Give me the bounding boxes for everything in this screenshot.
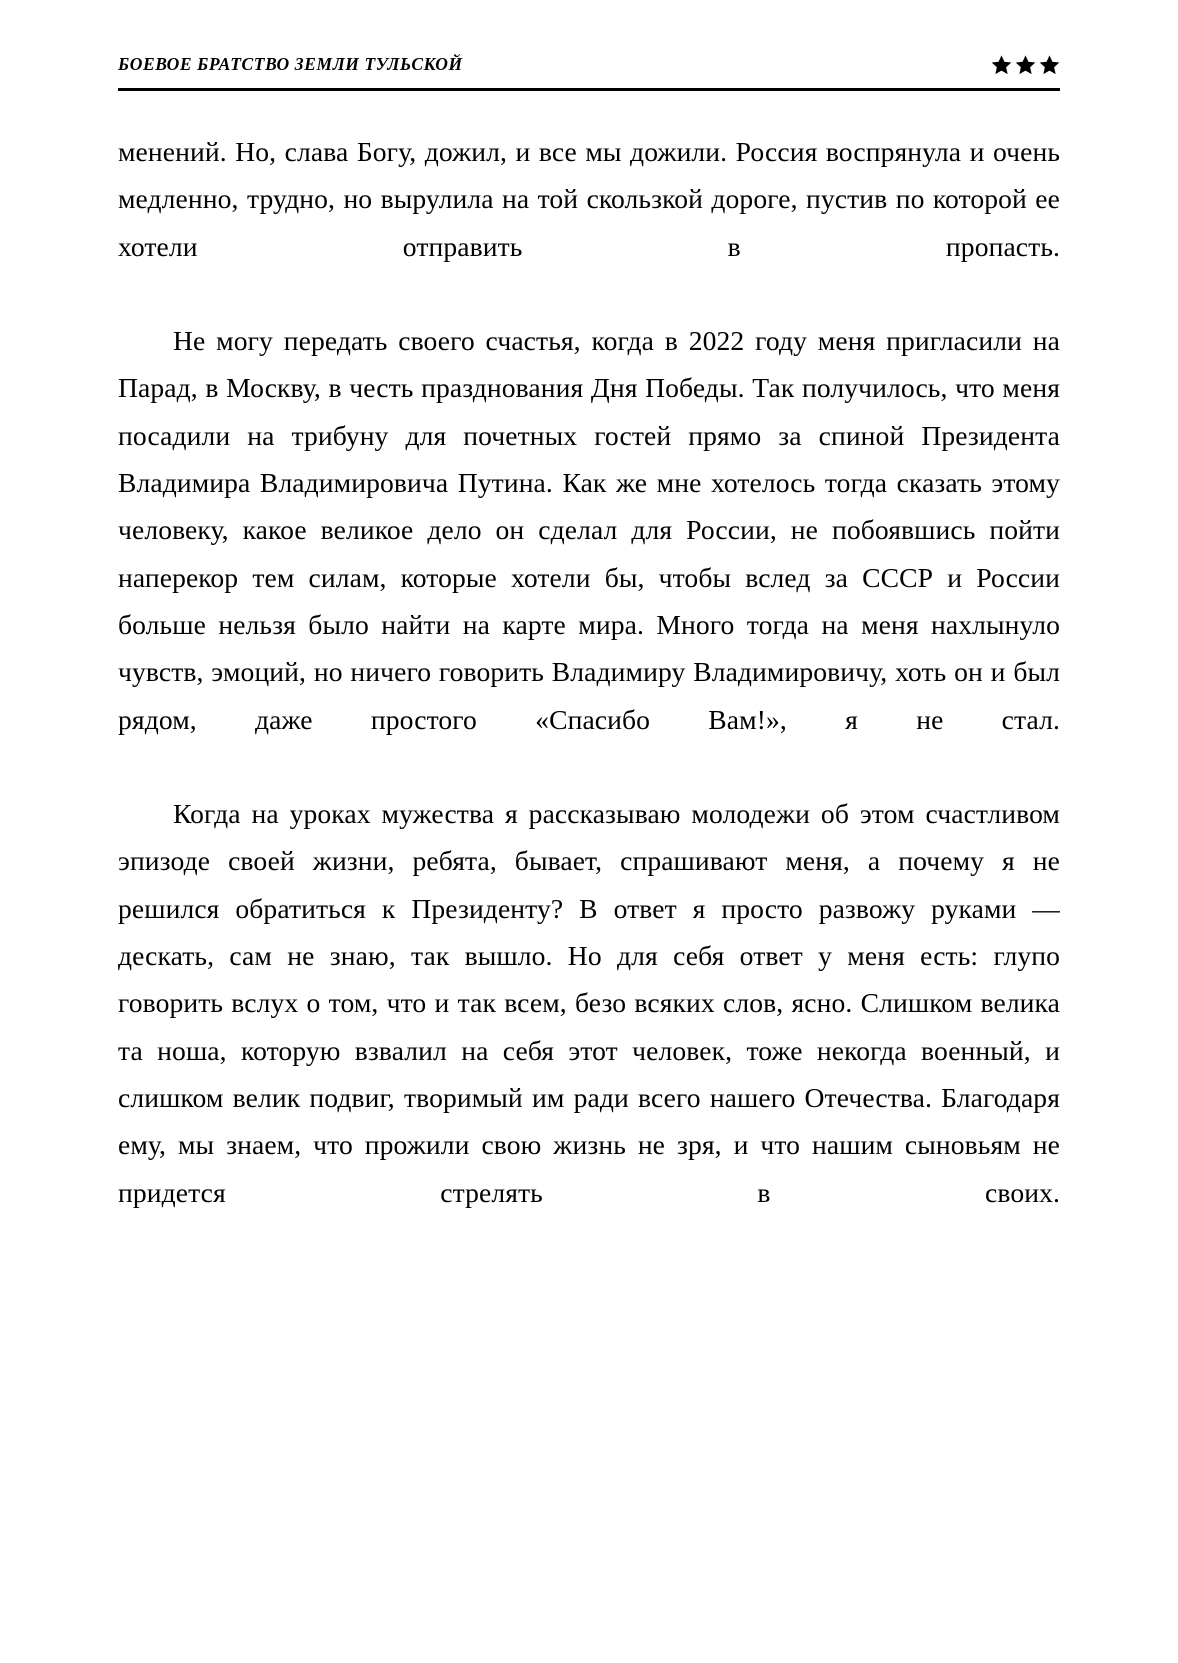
star-icon [991,54,1012,75]
paragraph: Когда на уроках мужества я рассказываю молодежи об этом счастливом эпизоде своей жизни, ребята, бывает, спрашивают меня, а почему я не решился обратиться к Президенту? В ответ я просто развожу руками — дескать, сам не знаю, так вышло. Но для себя ответ у меня есть: глупо говорить вслух о том, что и так всем, безо всяких слов, ясно. Слишком велика та ноша, которую взвалил на себя этот человек, тоже некогда военный, и слишком велик подвиг, творимый им ради всего нашего Отечества. Благодаря ему, мы знаем, что прожили свою жизнь не зря, и что нашим сыновьям не придется стрелять в своих. [118,798,1060,1208]
header-divider-rule [118,88,1060,91]
header-title: БОЕВОЕ БРАТСТВО ЗЕМЛИ ТУЛЬСКОЙ [118,53,463,74]
header-star-group [991,54,1060,75]
paragraph: Не могу передать своего счастья, когда в 2022 году меня пригласили на Парад, в Москву, в честь празднования Дня Победы. Так получилось, что меня посадили на трибуну для почетных гостей прямо за спиной Президента Владимира Владимировича Путина. Как же мне хотелось тогда сказать этому человеку, какое великое дело он сделал для России, не побоявшись пойти наперекор тем силам, которые хотели бы, чтобы вслед за СССР и России больше нельзя было найти на карте мира. Много тогда на меня нахлынуло чувств, эмоций, но ничего говорить Владимиру Владимировичу, хоть он и был рядом, даже простого «Спасибо Вам!», я не стал. [118,325,1060,735]
star-icon [1015,54,1036,75]
paragraph: менений. Но, слава Богу, дожил, и все мы дожили. Россия воспрянула и очень медленно, трудно, но вырулила на той скользкой дороге, пустив по которой ее хотели отправить в пропасть. [118,136,1060,262]
body-text-block [118,128,1060,1263]
star-icon [1039,54,1060,75]
running-header [118,54,1060,75]
